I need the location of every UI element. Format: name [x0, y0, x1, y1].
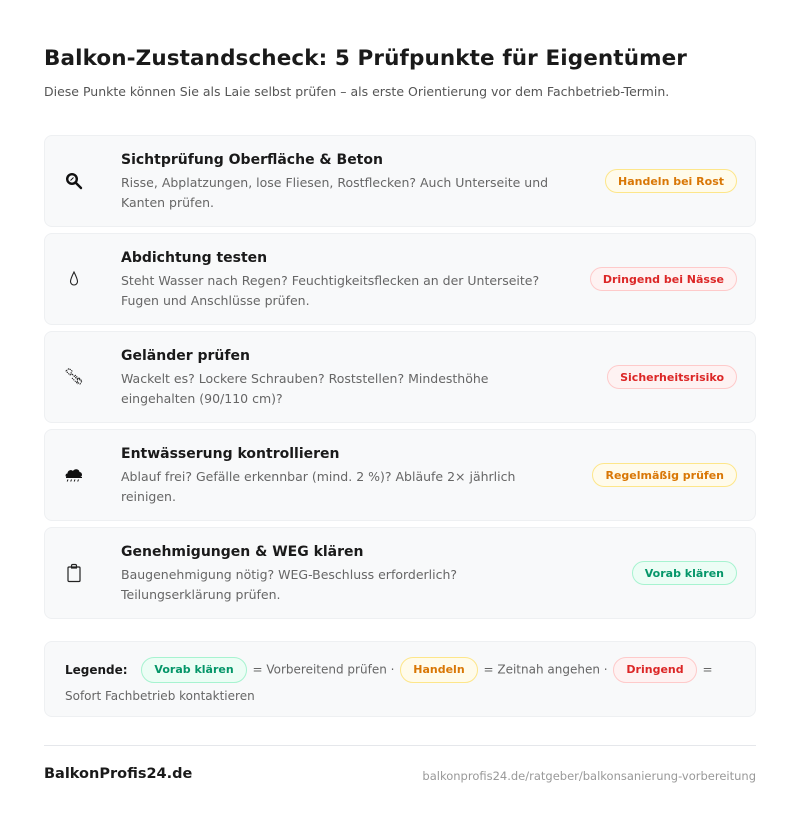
check-card-sealing [44, 233, 756, 325]
footer-divider [44, 745, 756, 746]
legend-text-urgent: = [702, 662, 713, 677]
check-title: Genehmigungen & WEG klären [121, 544, 364, 560]
check-card-railing [44, 331, 756, 423]
page-subtitle: Diese Punkte können Sie als Laie selbst prüfen – als erste Orientierung vor dem Fachbetrieb-Termin. [44, 84, 670, 99]
check-card-drainage [44, 429, 756, 521]
status-badge: Regelmäßig prüfen [592, 463, 737, 487]
legend-badge-prepare: Vorab klären [141, 657, 246, 683]
footer-url: balkonprofis24.de/ratgeber/balkonsanierung-vorbereitung [422, 769, 756, 783]
footer-brand: BalkonProfis24.de [44, 766, 193, 782]
checklist [44, 135, 756, 625]
legend-badge-urgent: Dringend [613, 657, 696, 683]
droplet-icon [63, 267, 85, 291]
legend-label: Legende: [65, 662, 128, 677]
status-badge: Handeln bei Rost [605, 169, 737, 193]
legend-badge-act: Handeln [400, 657, 477, 683]
check-title: Sichtprüfung Oberfläche & Beton [121, 152, 383, 168]
check-description: Wackelt es? Lockere Schrauben? Roststellen? Mindesthöhe eingehalten (90/110 cm)? [121, 371, 489, 406]
status-badge: Vorab klären [632, 561, 737, 585]
page-title: Balkon-Zustandscheck: 5 Prüfpunkte für Eigentümer [44, 46, 687, 71]
magnifier-icon [63, 169, 85, 193]
check-title: Geländer prüfen [121, 348, 250, 364]
check-description: Steht Wasser nach Regen? Feuchtigkeitsflecken an der Unterseite? Fugen und Anschlüsse prüfen. [121, 273, 540, 308]
check-title: Entwässerung kontrollieren [121, 446, 340, 462]
status-badge: Sicherheitsrisiko [607, 365, 737, 389]
check-title: Abdichtung testen [121, 250, 268, 266]
check-card-permits [44, 527, 756, 619]
check-description: Ablauf frei? Gefälle erkennbar (mind. 2 %)? Abläufe 2× jährlich reinigen. [121, 469, 516, 504]
wrench-screw-icon [63, 365, 85, 389]
legend-text-act: = Zeitnah angehen · [483, 662, 608, 677]
legend [44, 641, 756, 717]
check-card-surface [44, 135, 756, 227]
legend-text-urgent-continuation: Sofort Fachbetrieb kontaktieren [65, 688, 255, 703]
status-badge: Dringend bei Nässe [590, 267, 737, 291]
rain-cloud-icon [63, 463, 85, 487]
check-description: Baugenehmigung nötig? WEG-Beschluss erforderlich? Teilungserklärung prüfen. [121, 567, 458, 602]
legend-text-prepare: = Vorbereitend prüfen · [252, 662, 395, 677]
clipboard-icon [63, 561, 85, 585]
check-description: Risse, Abplatzungen, lose Fliesen, Rostflecken? Auch Unterseite und Kanten prüfen. [121, 175, 549, 210]
